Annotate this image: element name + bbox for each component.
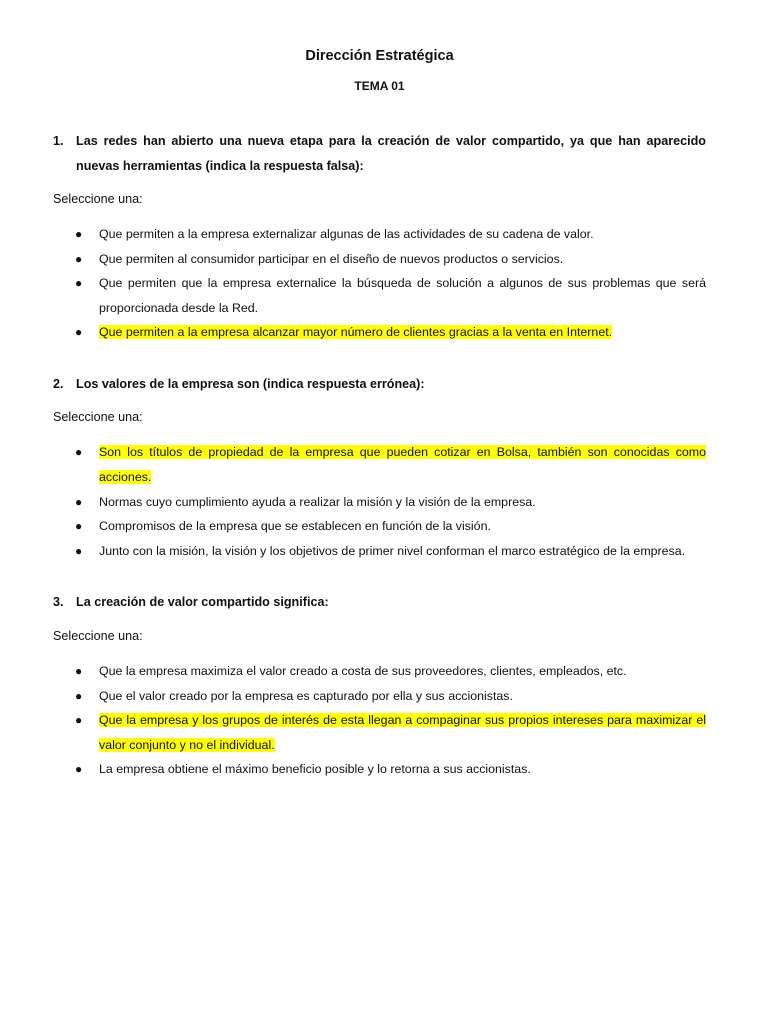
question-text [53,372,706,397]
question-text [53,129,706,178]
option-item [53,757,706,782]
option-item [53,222,706,247]
option-item [53,247,706,272]
bullet-icon: ● [75,227,83,241]
highlight-mark: Que permiten a la empresa alcanzar mayor número de clientes gracias a la venta en Internet. [99,325,613,340]
question-number: 1. [53,134,64,148]
option-list [53,222,706,345]
select-label: Seleccione una: [53,628,143,643]
option-text: Normas cuyo cumplimiento ayuda a realizar la misión y la visión de la empresa. [99,494,536,509]
document-subtitle: TEMA 01 [354,79,405,93]
option-item-highlighted [53,440,706,489]
option-item [53,490,706,515]
bullet-icon: ● [75,251,83,266]
question-body: Los valores de la empresa son (indica respuesta errónea): [76,376,425,391]
question-body: Las redes han abierto una nueva etapa para la creación de valor compartido, ya que han aparecido nuevas herramientas (indica la respuesta falsa): [76,134,706,173]
highlight-mark: Son los títulos de propiedad de la empresa que pueden cotizar en Bolsa, también son conocidas como acciones. [99,445,706,485]
option-text: Que la empresa maximiza el valor creado a costa de sus proveedores, clientes, empleados, etc. [99,663,627,678]
option-text: La empresa obtiene el máximo beneficio posible y lo retorna a sus accionistas. [99,762,531,777]
question-3 [53,590,706,781]
option-text: Que permiten que la empresa externalice la búsqueda de solución a algunos de sus problemas que será proporcionada desde la Red. [99,276,706,315]
bullet-icon: ● [75,688,83,703]
question-body: La creación de valor compartido significa: [76,595,329,610]
question-2 [53,372,706,563]
option-text-highlighted [99,320,706,345]
bullet-icon: ● [75,713,83,728]
option-item [53,684,706,709]
select-label: Seleccione una: [53,192,143,206]
question-text [53,590,706,615]
option-text-highlighted [99,708,706,757]
bullet-icon: ● [75,519,83,534]
option-item [53,659,706,684]
bullet-icon: ● [75,445,83,460]
bullet-icon: ● [75,543,83,558]
question-number: 2. [53,376,64,391]
bullet-icon: ● [75,762,83,777]
option-item-highlighted [53,708,706,757]
option-text: Que permiten a la empresa externalizar algunas de las actividades de su cadena de valor. [99,227,594,241]
select-label: Seleccione una: [53,410,143,425]
highlight-mark: Que la empresa y los grupos de interés de esta llegan a compaginar sus propios intereses para maximizar el valor conjunto y no el individual. [99,713,706,752]
option-item [53,271,706,320]
question-1 [53,129,706,345]
option-item [53,539,706,564]
question-number: 3. [53,595,64,610]
option-text-highlighted [99,440,706,489]
option-item-highlighted [53,320,706,345]
option-text: Compromisos de la empresa que se establecen en función de la visión. [99,519,491,534]
option-text: Junto con la misión, la visión y los objetivos de primer nivel conforman el marco estratégico de la empresa. [99,543,686,558]
bullet-icon: ● [75,325,83,340]
option-item [53,514,706,539]
option-list [53,440,706,563]
option-text: Que el valor creado por la empresa es capturado por ella y sus accionistas. [99,688,513,703]
document-title: Dirección Estratégica [305,48,454,64]
bullet-icon: ● [75,494,83,509]
option-text: Que permiten al consumidor participar en el diseño de nuevos productos o servicios. [99,251,564,266]
bullet-icon: ● [75,663,83,678]
option-list [53,659,706,782]
bullet-icon: ● [75,276,83,291]
